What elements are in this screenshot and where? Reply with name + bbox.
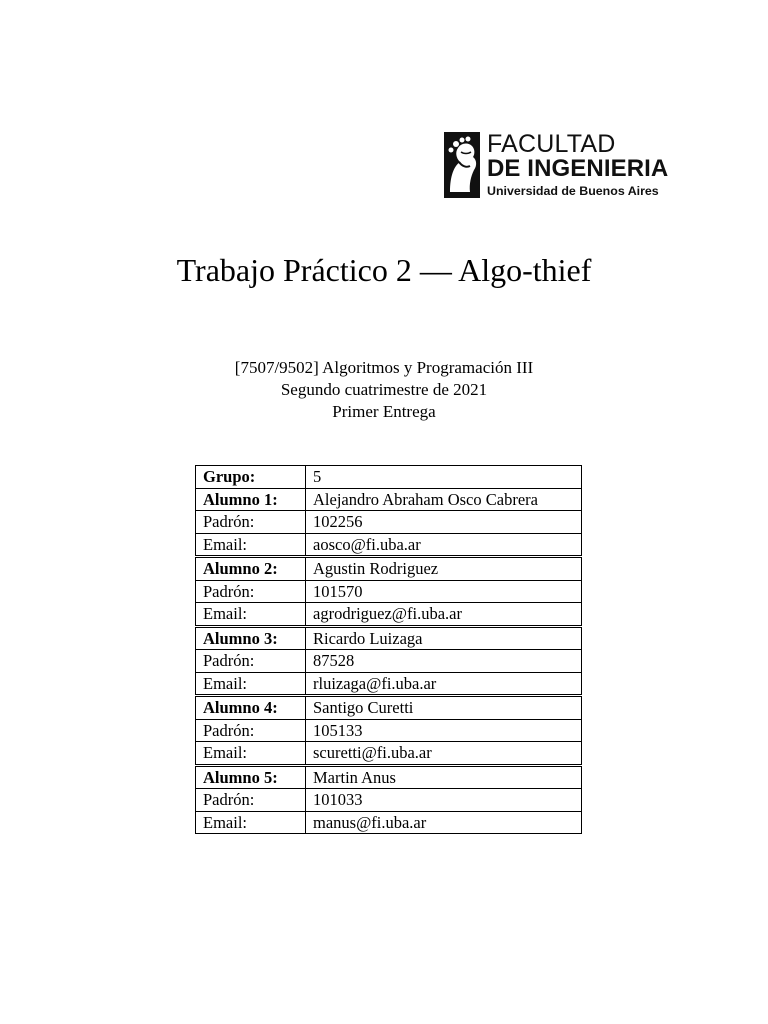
padron-label: Padrón: [196,580,306,603]
document-title: Trabajo Práctico 2 — Algo-thief [176,252,592,288]
table-row-student-3-name [196,626,582,650]
student-3-padron: 87528 [306,650,582,673]
logo-line-university: Universidad de Buenos Aires [487,184,659,198]
student-2-padron: 101570 [306,580,582,603]
student-1-padron: 102256 [306,511,582,534]
faculty-logo [444,130,669,200]
student-4-name: Santigo Curetti [306,696,582,720]
group-label: Grupo: [196,466,306,489]
email-label: Email: [196,603,306,627]
table-row-student-3-padron [196,650,582,673]
student-3-label: Alumno 3: [196,626,306,650]
student-5-padron: 101033 [306,789,582,812]
table-row-student-2-padron [196,580,582,603]
table-row-student-4-padron [196,719,582,742]
student-4-padron: 105133 [306,719,582,742]
student-4-label: Alumno 4: [196,696,306,720]
student-3-email: rluizaga@fi.uba.ar [306,672,582,696]
document-subtitle [0,357,768,423]
course-line: [7507/9502] Algoritmos y Programación III [234,358,534,377]
student-1-name: Alejandro Abraham Osco Cabrera [306,488,582,511]
student-1-email: aosco@fi.uba.ar [306,533,582,557]
padron-label: Padrón: [196,511,306,534]
student-2-label: Alumno 2: [196,557,306,581]
email-label: Email: [196,672,306,696]
table-row-student-4-email [196,742,582,766]
student-2-email: agrodriguez@fi.uba.ar [306,603,582,627]
padron-label: Padrón: [196,650,306,673]
group-value: 5 [306,466,582,489]
logo-line-engineering: DE INGENIERIA [487,155,669,182]
table-row-student-3-email [196,672,582,696]
email-label: Email: [196,742,306,766]
table-row-student-2-email [196,603,582,627]
term-line: Segundo cuatrimestre de 2021 [280,380,488,399]
table-row-student-5-email [196,811,582,834]
student-1-label: Alumno 1: [196,488,306,511]
student-5-email: manus@fi.uba.ar [306,811,582,834]
logo-line-faculty: FACULTAD [487,130,616,158]
padron-label: Padrón: [196,789,306,812]
student-4-email: scuretti@fi.uba.ar [306,742,582,766]
email-label: Email: [196,533,306,557]
padron-label: Padrón: [196,719,306,742]
student-5-name: Martin Anus [306,765,582,789]
minerva-emblem-icon [444,132,480,198]
table-row-student-1-email [196,533,582,557]
group-members-table [195,465,582,834]
table-row-student-5-name [196,765,582,789]
table-row-student-5-padron [196,789,582,812]
table-row-student-2-name [196,557,582,581]
student-3-name: Ricardo Luizaga [306,626,582,650]
table-row-student-1-padron [196,511,582,534]
delivery-line: Primer Entrega [332,402,436,421]
student-2-name: Agustin Rodriguez [306,557,582,581]
student-5-label: Alumno 5: [196,765,306,789]
table-row-student-4-name [196,696,582,720]
email-label: Email: [196,811,306,834]
table-row-student-1-name [196,488,582,511]
table-row-group [196,466,582,489]
